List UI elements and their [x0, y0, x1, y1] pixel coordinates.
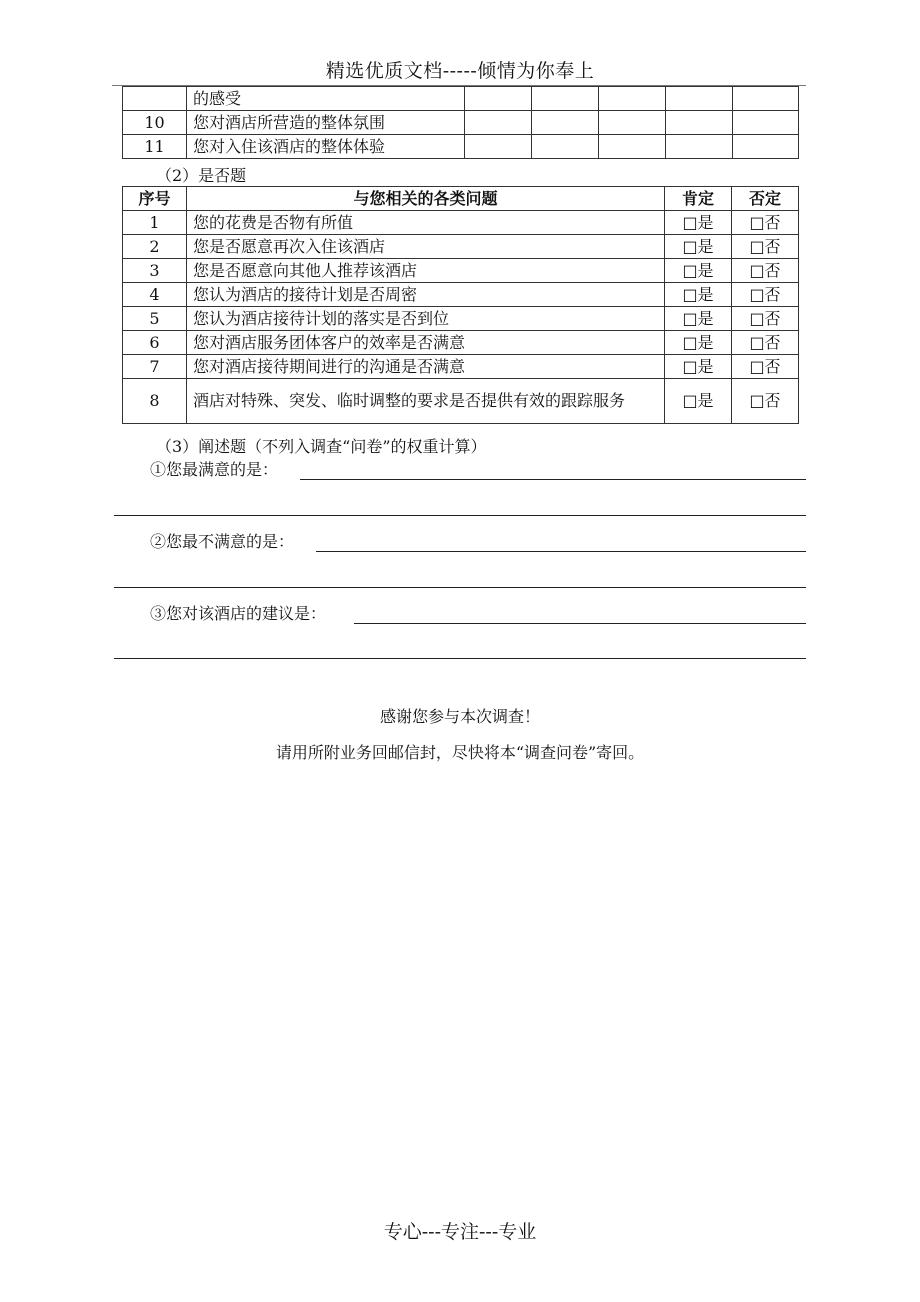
rating-cell[interactable] [532, 111, 599, 135]
row-question: 您是否愿意再次入住该酒店 [187, 235, 665, 259]
row-question: 您认为酒店接待计划的落实是否到位 [187, 307, 665, 331]
header-yes: 肯定 [665, 187, 732, 211]
yes-checkbox[interactable]: □是 [665, 331, 732, 355]
row-question: 您的花费是否物有所值 [187, 211, 665, 235]
row-question: 酒店对特殊、突发、临时调整的要求是否提供有效的跟踪服务 [187, 379, 665, 424]
table-row [123, 135, 799, 159]
page-footer: 专心---专注---专业 [383, 1221, 537, 1243]
no-checkbox[interactable]: □否 [732, 331, 799, 355]
question-most-satisfied: ①您最满意的是： [150, 460, 279, 479]
row-question: 您对酒店服务团体客户的效率是否满意 [187, 331, 665, 355]
rating-cell[interactable] [733, 111, 799, 135]
table-row [123, 331, 799, 355]
rating-table [122, 86, 799, 159]
rating-cell[interactable] [465, 135, 532, 159]
table-row [123, 235, 799, 259]
row-number: 10 [123, 111, 187, 135]
rating-cell[interactable] [532, 87, 599, 111]
row-number: 7 [123, 355, 187, 379]
row-question: 您对酒店接待期间进行的沟通是否满意 [187, 355, 665, 379]
row-number [123, 87, 187, 111]
table-row [123, 211, 799, 235]
table-row [123, 379, 799, 424]
yes-checkbox[interactable]: □是 [665, 259, 732, 283]
page-header: 精选优质文档-----倾情为你奉上 [325, 60, 595, 82]
row-question: 您对入住该酒店的整体体验 [187, 135, 465, 159]
row-question: 您对酒店所营造的整体氛围 [187, 111, 465, 135]
answer-line-suggestions-2[interactable] [114, 658, 806, 659]
header-question: 与您相关的各类问题 [187, 187, 665, 211]
rating-cell[interactable] [666, 87, 733, 111]
no-checkbox[interactable]: □否 [732, 379, 799, 424]
rating-cell[interactable] [666, 135, 733, 159]
question-suggestions: ③您对该酒店的建议是： [150, 604, 327, 623]
rating-cell[interactable] [733, 87, 799, 111]
no-checkbox[interactable]: □否 [732, 307, 799, 331]
rating-cell[interactable] [532, 135, 599, 159]
table-row [123, 355, 799, 379]
no-checkbox[interactable]: □否 [732, 235, 799, 259]
yes-checkbox[interactable]: □是 [665, 307, 732, 331]
rating-cell[interactable] [599, 111, 666, 135]
no-checkbox[interactable]: □否 [732, 211, 799, 235]
row-number: 5 [123, 307, 187, 331]
answer-line-most-satisfied[interactable] [300, 479, 806, 480]
row-number: 3 [123, 259, 187, 283]
rating-cell[interactable] [465, 87, 532, 111]
section-3-label: （3）阐述题（不列入调查“问卷”的权重计算） [156, 437, 487, 456]
rating-cell[interactable] [465, 111, 532, 135]
row-question: 您认为酒店的接待计划是否周密 [187, 283, 665, 307]
thanks-message: 感谢您参与本次调查！ [379, 707, 540, 726]
row-number: 11 [123, 135, 187, 159]
answer-line-least-satisfied-2[interactable] [114, 587, 806, 588]
row-number: 8 [123, 379, 187, 424]
row-question: 您是否愿意向其他人推荐该酒店 [187, 259, 665, 283]
return-instruction: 请用所附业务回邮信封，尽快将本“调查问卷”寄回。 [275, 743, 645, 762]
section-2-label: （2）是否题 [156, 166, 247, 185]
rating-cell[interactable] [599, 135, 666, 159]
no-checkbox[interactable]: □否 [732, 259, 799, 283]
row-number: 6 [123, 331, 187, 355]
row-question: 的感受 [187, 87, 465, 111]
no-checkbox[interactable]: □否 [732, 283, 799, 307]
yes-checkbox[interactable]: □是 [665, 211, 732, 235]
table-row [123, 87, 799, 111]
answer-line-suggestions[interactable] [354, 623, 806, 624]
yes-checkbox[interactable]: □是 [665, 283, 732, 307]
header-no: 否定 [732, 187, 799, 211]
row-number: 1 [123, 211, 187, 235]
answer-line-most-satisfied-2[interactable] [114, 515, 806, 516]
row-number: 4 [123, 283, 187, 307]
question-least-satisfied: ②您最不满意的是： [150, 532, 295, 551]
table-row [123, 111, 799, 135]
table-header-row [123, 187, 799, 211]
row-number: 2 [123, 235, 187, 259]
yes-checkbox[interactable]: □是 [665, 355, 732, 379]
rating-cell[interactable] [666, 111, 733, 135]
yes-checkbox[interactable]: □是 [665, 235, 732, 259]
rating-cell[interactable] [733, 135, 799, 159]
table-row [123, 283, 799, 307]
rating-cell[interactable] [599, 87, 666, 111]
table-row [123, 307, 799, 331]
no-checkbox[interactable]: □否 [732, 355, 799, 379]
answer-line-least-satisfied[interactable] [316, 551, 806, 552]
header-number: 序号 [123, 187, 187, 211]
table-row [123, 259, 799, 283]
yes-no-table [122, 186, 799, 424]
yes-checkbox[interactable]: □是 [665, 379, 732, 424]
